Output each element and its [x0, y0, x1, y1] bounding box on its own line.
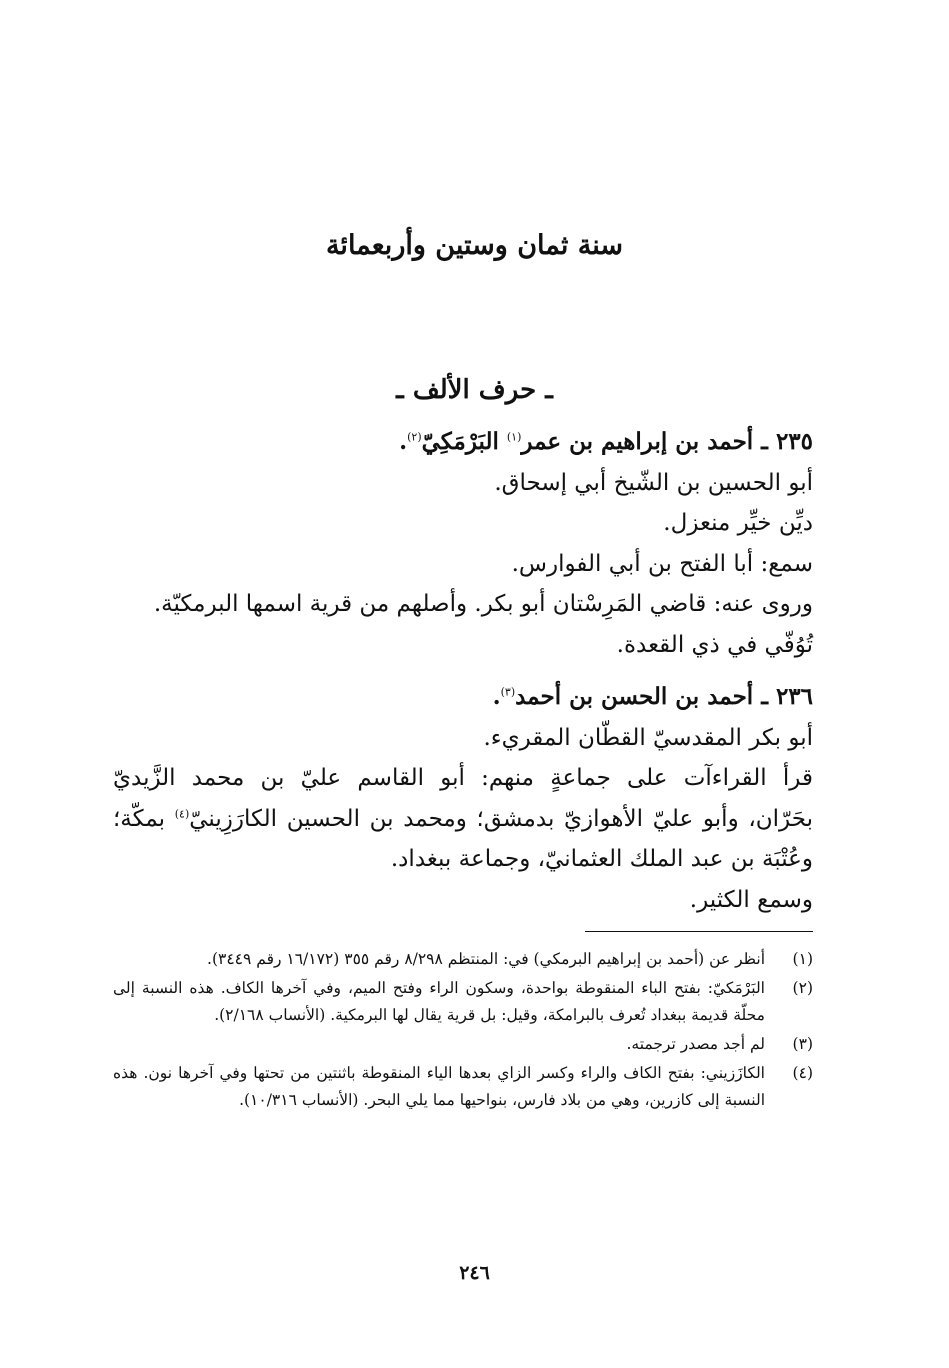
footnote-number: (١) — [792, 950, 813, 968]
entry-236-title — [113, 677, 813, 718]
entry-236-title-end: . — [492, 683, 501, 710]
footnote-text: أنظر عن (أحمد بن إبراهيم البرمكي) في: المنتظم ٨/٢٩٨ رقم ٣٥٥ (١٦/١٧٢ رقم ٣٤٤٩). — [207, 950, 765, 968]
footnote-text: البَرْمَكيّ: بفتح الباء المنقوطة بواحدة، وسكون الراء وفتح الميم، وفي آخرها الكاف. هذه النسبة إلى محلّة قديمة ببغداد تُعرف بالبرامكة، وقيل: بل قرية يقال لها البرمكية. (الأنساب ٢/١٦٨). — [113, 979, 765, 1024]
year-heading: سنة ثمان وستين وأربعمائة — [325, 230, 624, 261]
entry-236-name: ٢٣٦ ـ أحمد بن الحسن بن أحمد — [515, 683, 813, 710]
footnote-ref-2: (٢) — [407, 430, 422, 444]
footnote-divider — [585, 931, 813, 932]
entry-236-kunya: أبو بكر المقدسيّ القطّان المقريء. — [483, 724, 813, 751]
entry-235-name: ٢٣٥ ـ أحمد بن إبراهيم بن عمر — [521, 428, 813, 455]
entry-236-readings-line-1: قرأ القراءآت على جماعةٍ منهم: أبو القاسم عليّ بن محمد الزَّيديّ — [113, 765, 813, 791]
footnote-number: (٣) — [792, 1035, 813, 1053]
entry-235-description: ديِّن خيِّر منعزل. — [663, 510, 813, 536]
page-number: ٢٤٦ — [459, 1262, 490, 1284]
entry-236-readings-line-3: وعُتْبَة بن عبد الملك العثمانيّ، وجماعة ببغداد. — [390, 846, 813, 872]
footnote-1 — [113, 946, 813, 973]
main-text — [113, 422, 813, 920]
footnotes — [113, 946, 813, 1116]
footnote-ref-3: (٣) — [500, 685, 516, 699]
entry-236-readings-line-2 — [113, 799, 813, 840]
footnote-4 — [113, 1060, 813, 1114]
entry-gap — [113, 665, 813, 677]
footnote-3 — [113, 1031, 813, 1058]
footnote-number: (٢) — [792, 979, 813, 997]
entry-236-heard-much: وسمع الكثير. — [689, 886, 813, 913]
footnote-text: الكازَزيني: بفتح الكاف والراء وكسر الزاي بعدها الياء المنقوطة باثنتين من تحتها وفي آخرها نون. هذه النسبة إلى كازرين، وهي من بلاد فارس، بنواحيها مما يلي البحر. (الأنساب ١٠/٣١٦). — [113, 1064, 765, 1109]
entry-235-kunya: أبو الحسين بن الشّيخ أبي إسحاق. — [494, 469, 813, 496]
entry-236-readings-line-2-end: بمكّة؛ — [113, 805, 175, 832]
footnote-ref-1: (١) — [506, 430, 522, 444]
letter-section-heading: ـ حرف الألف ـ — [396, 375, 553, 405]
footnote-2 — [113, 975, 813, 1029]
entry-235-title — [113, 422, 813, 463]
footnote-number: (٤) — [792, 1064, 813, 1082]
entry-235-nisba: البَرْمَكِيّ — [421, 428, 507, 455]
entry-235-title-end: . — [399, 428, 408, 455]
entry-235-death: تُوُفّي في ذي القعدة. — [616, 631, 813, 658]
footnote-text: لم أجد مصدر ترجمته. — [626, 1035, 765, 1053]
entry-236-readings-line-2-text: بحَرّان، وأبو عليّ الأهوازيّ بدمشق؛ ومحمد بن الحسين الكارَزِينيّ — [189, 805, 813, 832]
entry-235-narrators: وروى عنه: قاضي المَرِسْتان أبو بكر. وأصلهم من قرية اسمها البرمكيّة. — [153, 591, 813, 617]
footnote-ref-4: (٤) — [174, 806, 190, 820]
entry-235-heard-from: سمع: أبا الفتح بن أبي الفوارس. — [511, 550, 813, 577]
